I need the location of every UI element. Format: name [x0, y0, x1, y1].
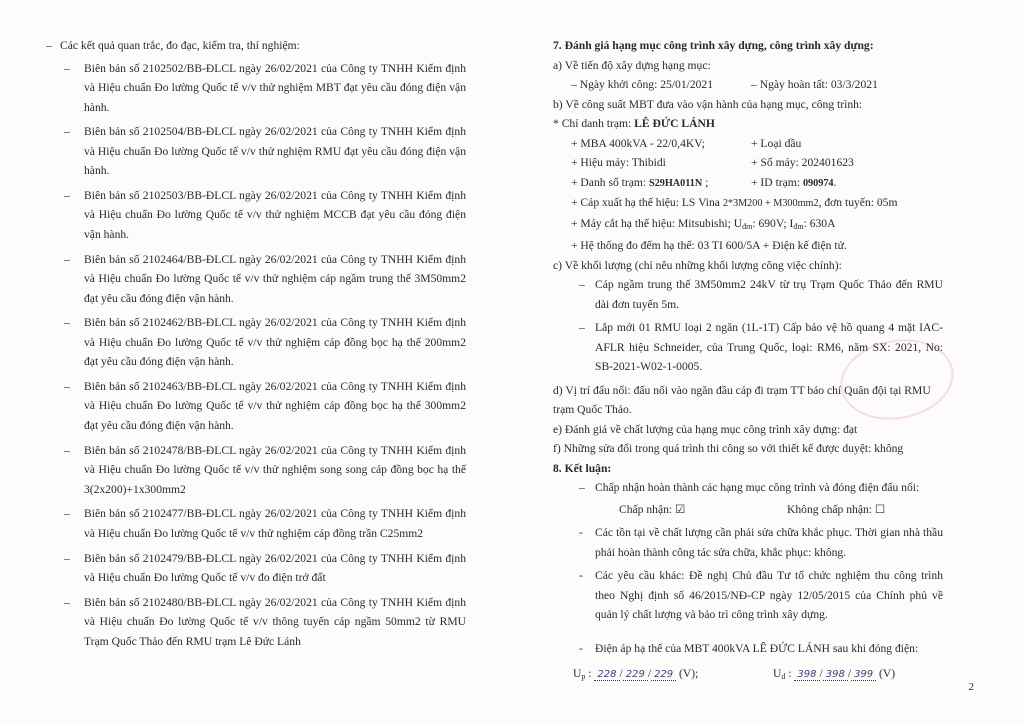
accept-checkbox[interactable]: ☑: [675, 502, 686, 516]
ud-sep: :: [785, 667, 795, 680]
serial-number: + Số máy: 202401623: [751, 156, 854, 169]
station-name: LÊ ĐỨC LÁNH: [634, 117, 715, 130]
up-unit: (V);: [676, 667, 699, 680]
mba-spec: + MBA 400kVA - 22/0,4KV;: [571, 136, 705, 150]
report-text: Biên bản số 2102504/BB-ĐLCL ngày 26/02/2021 của Công ty TNHH Kiểm định và Hiệu chuẩn Đo lường Quốc tế v/v thử nghiệm RMU đạt yêu cầu đóng điện vận hành.: [84, 125, 466, 178]
report-item: [46, 313, 466, 372]
breaker-sub-i: đm: [793, 221, 804, 231]
start-date: – Ngày khởi công: 25/01/2021: [571, 78, 714, 91]
voltage-row: [553, 664, 943, 687]
report-item: [46, 593, 466, 652]
report-dash: –: [64, 61, 70, 75]
breaker-sub-u: đm: [742, 221, 753, 231]
quality-evaluation: e) Đánh giá về chất lượng của hạng mục công trình xây dựng: đạt: [553, 422, 858, 436]
report-list: [46, 59, 466, 652]
list-label: + Danh số trạm:: [571, 175, 650, 189]
ud-label: U: [773, 667, 782, 680]
conclusion-2: - Các tồn tại về chất lượng cần phải sửa chữa khắc phục. Thời gian nhà thầu phải hoàn thành công tác sửa chữa, khắc phục: không.: [579, 526, 943, 559]
volume-item-2-text: Lắp mới 01 RMU loại 2 ngăn (1L-1T) Cấp bảo vệ hồ quang 4 mặt IAC-AFLR hiệu Schneider, của Trung Quốc, loại: RM6, năm SX: 2021, No: SB-2021-W02-1-0005.: [595, 321, 943, 373]
spec-row-3: [553, 173, 943, 194]
intro-line: – Các kết quả quan trắc, đo đạc, kiểm tra, thí nghiệm:: [46, 36, 466, 56]
conclusion-4: - Điện áp hạ thế của MBT 400kVA LÊ ĐỨC LÁNH sau khi đóng điện:: [579, 641, 919, 655]
cable-value: 2*3M200 + M300mm2: [722, 198, 819, 209]
report-dash: –: [64, 551, 70, 565]
reject-checkbox[interactable]: ☐: [874, 502, 886, 516]
conclusion-4-text: Điện áp hạ thế của MBT 400kVA LÊ ĐỨC LÁNH sau khi đóng điện:: [595, 641, 919, 655]
up-value-3: 229: [651, 669, 676, 681]
id-suffix: .: [833, 175, 837, 189]
line-voltage: $U_d$ : 398 / 398 / 399 (V): [773, 667, 896, 681]
spec-row-1: [553, 134, 943, 154]
report-text: Biên bản số 2102502/BB-ĐLCL ngày 26/02/2021 của Công ty TNHH Kiểm định và Hiệu chuẩn Đo lường Quốc tế v/v thử nghiệm MBT đạt yêu cầu đóng điện vận hành.: [84, 61, 466, 114]
station-id: [751, 173, 836, 194]
right-column: [553, 36, 943, 687]
station-line: [553, 114, 943, 134]
conclusion-1: – Chấp nhận hoàn thành các hạng mục công trình và đóng điện đấu nối:: [579, 481, 920, 494]
ud-value-3: 399: [851, 669, 876, 681]
report-dash: –: [64, 443, 70, 457]
report-item: [46, 186, 466, 245]
acceptance-row: [553, 500, 943, 520]
end-date: – Ngày hoàn tất: 03/3/2021: [751, 78, 878, 91]
left-column: [46, 36, 466, 656]
oil-type: + Loại dầu: [751, 136, 802, 150]
capacity-title: b) Về công suất MBT đưa vào vận hành của hạng mục, công trình:: [553, 97, 863, 111]
spec-row-2: [553, 153, 943, 173]
volume-item-1-text: Cáp ngầm trung thế 3M50mm2 24kV từ trụ Trạm Quốc Thảo đến RMU dài đơn tuyến 5m.: [595, 278, 943, 311]
up-value-1: 228: [594, 669, 619, 681]
page-number: 2: [968, 681, 974, 693]
volume-item-1: – Cáp ngầm trung thế 3M50mm2 24kV từ trụ Trạm Quốc Thảo đến RMU dài đơn tuyến 5m.: [579, 278, 943, 311]
report-dash: –: [64, 316, 70, 330]
cable-label: + Cáp xuất hạ thế hiệu: LS Vina: [571, 196, 723, 209]
up-value-2: 229: [623, 669, 648, 681]
accept-label: Chấp nhận:: [619, 502, 673, 516]
ud-value-1: 398: [794, 669, 819, 681]
report-item: [46, 549, 466, 588]
report-item: [46, 122, 466, 181]
report-dash: –: [64, 379, 70, 393]
station-label: * Chỉ danh trạm:: [553, 117, 635, 130]
up-label: U: [573, 667, 582, 680]
conclusion-1-text: Chấp nhận hoàn thành các hạng mục công trình và đóng điện đấu nối:: [595, 481, 920, 494]
id-value: 090974: [802, 177, 834, 189]
report-item: [46, 377, 466, 436]
accept-option: [619, 500, 787, 520]
conclusion-3-text: Các yêu cầu khác: Đề nghị Chủ đầu Tư tổ chức nghiệm thu công trình theo Nghị định số 46/2015/NĐ-CP ngày 12/05/2015 của Chính phủ về quản lý chất lượng và bảo trì công trình xây dựng.: [595, 569, 943, 621]
section-8-title: 8. Kết luận:: [553, 461, 612, 475]
up-sub: p: [581, 672, 586, 681]
reject-label: Không chấp nhận:: [787, 502, 873, 516]
ud-sub: d: [781, 672, 786, 681]
breaker-part-a: + Máy cắt hạ thế hiệu: Mitsubishi; U: [571, 216, 743, 230]
report-text: Biên bản số 2102462/BB-ĐLCL ngày 26/02/2021 của Công ty TNHH Kiểm định và Hiệu chuẩn Đo lường Quốc tế v/v thử nghiệm cáp đồng bọc hạ thế 200mm2 đạt yêu cầu đóng điện vận hành.: [84, 316, 466, 369]
dates-row: [553, 75, 943, 95]
volume-title: c) Về khối lượng (chỉ nêu những khối lượng công việc chính):: [553, 258, 842, 272]
up-sep: :: [585, 667, 595, 680]
report-dash: –: [64, 125, 70, 139]
meter-spec: + Hệ thống đo đếm hạ thế: 03 TI 600/5A + Điện kế điện tử.: [571, 239, 847, 252]
report-item: [46, 504, 466, 543]
report-text: Biên bản số 2102463/BB-ĐLCL ngày 26/02/2021 của Công ty TNHH Kiểm định và Hiệu chuẩn Đo lường Quốc tế v/v thử nghiệm cáp đồng bọc hạ thế 300mm2 đạt yêu cầu đóng điện vận hành.: [84, 379, 466, 432]
report-dash: –: [64, 595, 70, 609]
report-item: [46, 59, 466, 118]
station-list-no: [571, 173, 751, 194]
report-text: Biên bản số 2102479/BB-ĐLCL ngày 26/02/2021 của Công ty TNHH Kiểm định và Hiệu chuẩn Đo lường Quốc tế v/v đo điện trở đất: [84, 551, 466, 584]
volume-item-2: – Lắp mới 01 RMU loại 2 ngăn (1L-1T) Cấp bảo vệ hồ quang 4 mặt IAC-AFLR hiệu Schneider, của Trung Quốc, loại: RM6, năm SX: 2021, No: SB-2021-W02-1-0005.: [579, 321, 943, 373]
list-value: S29HA011N: [649, 177, 703, 189]
report-text: Biên bản số 2102478/BB-ĐLCL ngày 26/02/2021 của Công ty TNHH Kiểm định và Hiệu chuẩn Đo lường Quốc tế v/v thử nghiệm song song cáp đồng bọc hạ thế 3(2x200)+1x300mm2: [84, 443, 466, 496]
breaker-spec: [553, 214, 943, 237]
reject-option: [787, 500, 885, 520]
report-item: [46, 250, 466, 309]
design-changes: f) Những sửa đổi trong quá trình thi công so với thiết kế được duyệt: không: [553, 442, 904, 455]
report-text: Biên bản số 2102477/BB-ĐLCL ngày 26/02/2021 của Công ty TNHH Kiểm định và Hiệu chuẩn Đo lường Quốc tế v/v thử nghiệm cáp đồng trần C25mm2: [84, 507, 466, 540]
report-dash: –: [64, 252, 70, 266]
conclusion-3: - Các yêu cầu khác: Đề nghị Chủ đầu Tư tổ chức nghiệm thu công trình theo Nghị định số 46/2015/NĐ-CP ngày 12/05/2015 của Chính phủ về quản lý chất lượng và bảo trì công trình xây dựng.: [579, 569, 943, 621]
report-item: [46, 441, 466, 500]
report-text: Biên bản số 2102480/BB-ĐLCL ngày 26/02/2021 của Công ty TNHH Kiểm định và Hiệu chuẩn Đo lường Quốc tế v/v thông tuyến cáp ngầm 50mm2 từ RMU Trạm Quốc Thảo đến RMU trạm Lê Đức Lánh: [84, 595, 466, 648]
id-label: + ID trạm:: [751, 175, 803, 189]
conclusion-2-text: Các tồn tại về chất lượng cần phải sửa chữa khắc phục. Thời gian nhà thầu phải hoàn thành công tác sửa chữa, khắc phục: không.: [595, 526, 943, 559]
progress-title: a) Về tiến độ xây dựng hạng mục:: [553, 58, 711, 72]
phase-voltage: $U_p$ : 228 / 229 / 229 (V);: [573, 667, 699, 681]
connection-point: d) Vị trí đấu nối: đấu nối vào ngăn đầu cáp đi trạm TT báo chí Quân đội tại RMU trạm Quốc Thảo.: [553, 383, 931, 416]
section-7-title: 7. Đánh giá hạng mục công trình xây dựng, công trình xây dựng:: [553, 39, 874, 52]
report-dash: –: [64, 188, 70, 202]
report-text: Biên bản số 2102464/BB-ĐLCL ngày 26/02/2021 của Công ty TNHH Kiểm định và Hiệu chuẩn Đo lường Quốc tế v/v thử nghiệm cáp ngầm trung thế 3M50mm2 đạt yêu cầu đóng điện vận hành.: [84, 252, 466, 305]
ud-unit: (V): [876, 667, 896, 680]
report-dash: –: [64, 507, 70, 521]
breaker-part-c: : 630A: [803, 216, 836, 230]
brand-spec: + Hiệu máy: Thibidi: [571, 156, 666, 169]
cable-spec: [553, 193, 943, 214]
cable-suffix: , đơn tuyến: 05m: [818, 196, 898, 209]
list-suffix: ;: [702, 175, 709, 189]
breaker-part-b: : 690V; I: [752, 216, 794, 230]
report-text: Biên bản số 2102503/BB-ĐLCL ngày 26/02/2021 của Công ty TNHH Kiểm định và Hiệu chuẩn Đo lường Quốc tế v/v thử nghiệm MCCB đạt yêu cầu đóng điện vận hành.: [84, 188, 466, 241]
ud-value-2: 398: [823, 669, 848, 681]
